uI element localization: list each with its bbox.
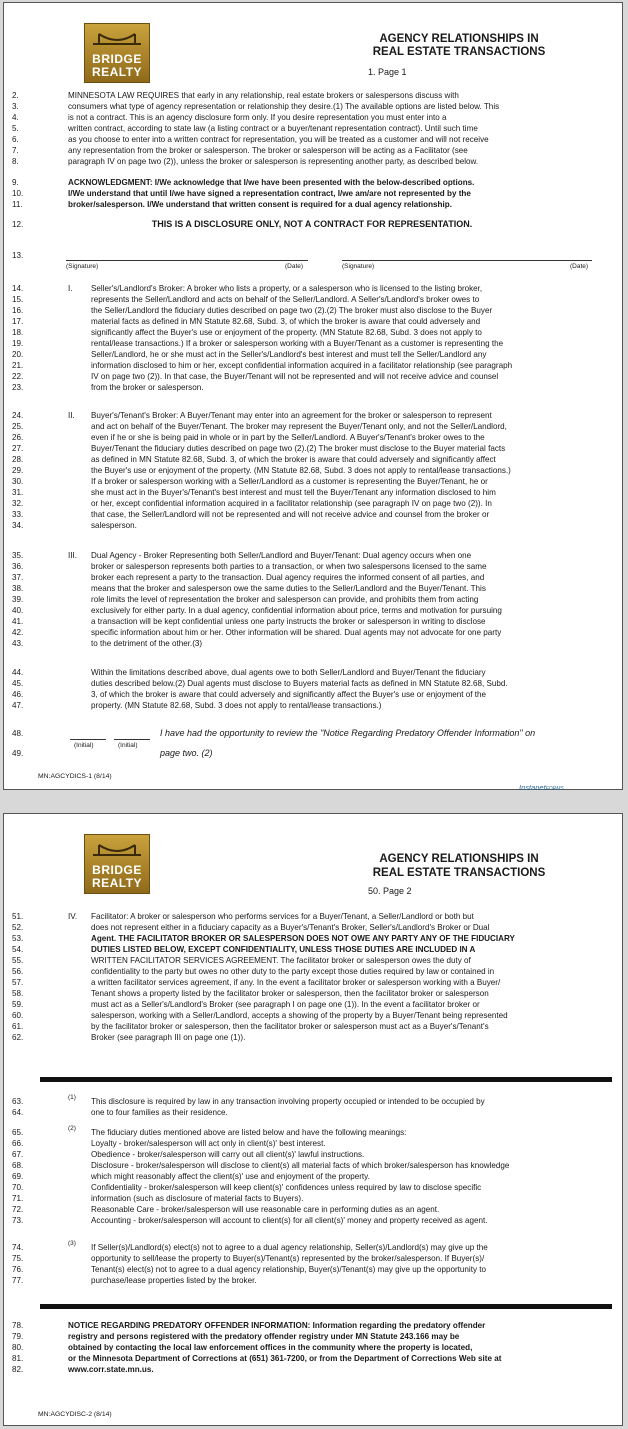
line-number: 6.	[12, 135, 19, 144]
line-text: Reasonable Care - broker/salesperson will use reasonable care in performing duties as an agent.	[91, 1205, 440, 1214]
text-line	[12, 1275, 612, 1286]
text-line	[12, 305, 612, 316]
bridge-icon	[91, 841, 143, 861]
line-number: 69.	[12, 1172, 24, 1181]
line-number: 42.	[12, 628, 24, 637]
line-number: 12.	[12, 220, 24, 229]
line-number: 19.	[12, 339, 24, 348]
document-page-2	[3, 813, 623, 1426]
line-text: Buyer's/Tenant's Broker: A Buyer/Tenant may enter into an agreement for the broker or salesperson to represent	[91, 411, 492, 420]
line-number: 36.	[12, 562, 24, 571]
line-text: broker or salesperson represents both parties to a transaction, or when two salespersons licensed to the same	[91, 562, 487, 571]
signature-line[interactable]	[70, 739, 106, 740]
line-text: DUTIES LISTED BELOW, EXCEPT CONFIDENTIALITY, UNLESS THOSE DUTIES ARE INCLUDED IN A	[91, 945, 476, 954]
line-text: Agent. THE FACILITATOR BROKER OR SALESPERSON DOES NOT OWE ANY PARTY ANY OF THE FIDUCIARY	[91, 934, 515, 943]
line-number: 71.	[12, 1194, 24, 1203]
text-line	[12, 219, 612, 230]
line-number: 82.	[12, 1365, 24, 1374]
line-text: to the detriment of the other.(3)	[91, 639, 203, 648]
line-text: MINNESOTA LAW REQUIRES that early in any relationship, real estate brokers or salespersons discuss with	[68, 91, 459, 100]
line-number: 9.	[12, 178, 19, 187]
text-line	[12, 638, 612, 649]
bridge-icon	[91, 30, 143, 50]
line-number: 72.	[12, 1205, 24, 1214]
line-text: information disclosed to him or her, except confidential information acquired in a facilitator relationship (see paragraph	[91, 361, 513, 370]
line-number: 32.	[12, 499, 24, 508]
text-line	[12, 410, 612, 421]
text-line	[12, 933, 612, 944]
line-text: one to four families as their residence.	[91, 1108, 228, 1117]
line-text: the Seller/Landlord the fiduciary duties described on page two (2).(2) The broker must also disclose to the Buyer	[91, 306, 493, 315]
text-line	[12, 678, 612, 689]
section-divider	[40, 1077, 612, 1082]
page-title-line-1: AGENCY RELATIONSHIPS IN	[379, 853, 539, 865]
text-line	[12, 1171, 612, 1182]
line-number: 23.	[12, 383, 24, 392]
logo-text-2: REALTY	[91, 876, 143, 890]
line-text: consumers what type of agency representation or relationship they desire.(1) The available options are listed below. This	[68, 102, 500, 111]
instanet-brand	[519, 783, 564, 792]
text-line	[12, 977, 612, 988]
line-text: If a broker or salesperson working with a Seller/Landlord as a customer is representing the Buyer/Tenant, he or	[91, 477, 488, 486]
line-text: does not represent either in a fiduciary capacity as a Buyer's/Tenant's Broker, Seller's/Landlord's Broker or Dual	[91, 923, 490, 932]
line-number: 11.	[12, 200, 23, 209]
brand-name: Instanet	[519, 783, 546, 792]
text-line	[12, 316, 612, 327]
text-line	[12, 999, 612, 1010]
text-line	[12, 188, 612, 199]
line-number: 65.	[12, 1128, 24, 1137]
line-number: 27.	[12, 444, 24, 453]
line-number: 14.	[12, 284, 24, 293]
line-text: or her, except confidential information acquired in a facilitator relationship (see paragraph IV on page two (2)). In	[91, 499, 492, 508]
line-text: page two. (2)	[160, 748, 213, 758]
line-text: the Buyer's use or enjoyment of the property. (MN Statute 82.68, Subd. 3 does not apply to rental/lease transactions.)	[91, 466, 511, 475]
line-text: Within the limitations described above, dual agents owe to both Seller/Landlord and Buyer/Tenant the fiduciary	[91, 668, 486, 677]
text-line	[12, 1331, 612, 1342]
line-text: role limits the level of representation the broker and salesperson can provide, and prohibits them from acting	[91, 595, 479, 604]
section-numeral: III.	[68, 551, 77, 560]
text-line	[12, 572, 612, 583]
text-line	[12, 955, 612, 966]
text-line	[12, 988, 612, 999]
line-number: 52.	[12, 923, 24, 932]
signature-label: (Signature)	[66, 263, 99, 270]
line-number: 37.	[12, 573, 24, 582]
line-text: exclusively for either party. In a dual agency, confidential information about price, terms and motivation for pursuing	[91, 606, 502, 615]
text-line	[12, 90, 612, 101]
line-text: This disclosure is required by law in any transaction involving property occupied or intended to be occupied by	[91, 1097, 485, 1106]
text-line	[12, 1138, 612, 1149]
text-line	[12, 454, 612, 465]
text-line	[12, 349, 612, 360]
line-text: NOTICE REGARDING PREDATORY OFFENDER INFORMATION: Information regarding the predatory offender	[68, 1321, 486, 1330]
text-line	[12, 294, 612, 305]
line-text: If Seller(s)/Landlord(s) elect(s) not to agree to a dual agency relationship, Seller(s)/Landlord(s) may give up the	[91, 1243, 488, 1252]
line-number: 48.	[12, 729, 24, 738]
line-number: 26.	[12, 433, 24, 442]
text-line	[12, 432, 612, 443]
page-number: 1. Page 1	[368, 67, 407, 77]
line-text: I have had the opportunity to review the "Notice Regarding Predatory Offender Information" on	[160, 728, 536, 738]
text-line	[12, 1253, 612, 1264]
line-number: 2.	[12, 91, 19, 100]
line-number: 47.	[12, 701, 24, 710]
line-text: IV on page two (2)). In that case, the Buyer/Tenant will not be represented and will not receive advice and counsel	[91, 372, 499, 381]
line-text: opportunity to sell/lease the property to Buyer(s)/Tenant(s) represented by the broker/salesperson. If Buyer(s)/	[91, 1254, 485, 1263]
line-number: 30.	[12, 477, 24, 486]
text-line	[12, 112, 612, 123]
text-line	[12, 1342, 612, 1353]
section-numeral: I.	[68, 284, 73, 293]
text-line	[12, 1032, 612, 1043]
signature-label: (Signature)	[342, 263, 375, 270]
text-line	[12, 627, 612, 638]
text-line	[12, 520, 612, 531]
line-text: Facilitator: A broker or salesperson who performs services for a Buyer/Tenant, a Seller/Landlord or both but	[91, 912, 474, 921]
text-line	[12, 911, 612, 922]
line-text: information (such as disclosure of material facts to Buyers).	[91, 1194, 304, 1203]
line-text: The fiduciary duties mentioned above are listed below and have the following meanings:	[91, 1128, 407, 1137]
line-number: 53.	[12, 934, 24, 943]
brand-suffix: FORMS	[545, 786, 564, 792]
line-number: 66.	[12, 1139, 24, 1148]
text-line	[12, 966, 612, 977]
line-number: 45.	[12, 679, 24, 688]
text-line	[12, 1160, 612, 1171]
text-line	[12, 616, 612, 627]
form-code: MN:AGCYDISC-2 (8/14)	[38, 1411, 112, 1418]
line-number: 63.	[12, 1097, 24, 1106]
line-number: 34.	[12, 521, 24, 530]
text-line	[12, 145, 612, 156]
line-text: Tenant(s) elect(s) not to agree to a dual agency relationship, Buyer(s)/Tenant(s) may give up the opportunity to	[91, 1265, 487, 1274]
line-number: 58.	[12, 989, 24, 998]
line-number: 40.	[12, 606, 24, 615]
line-number: 25.	[12, 422, 24, 431]
line-text: Loyalty - broker/salesperson will act only in client(s)' best interest.	[91, 1139, 326, 1148]
text-line	[12, 1127, 612, 1138]
initial-label: (Initial)	[118, 742, 138, 749]
line-number: 8.	[12, 157, 19, 166]
text-line	[12, 382, 612, 393]
text-line	[12, 101, 612, 112]
line-number: 67.	[12, 1150, 24, 1159]
footnote-marker: (3)	[68, 1240, 76, 1247]
line-text: a written facilitator services agreement, if any. In the event a facilitator broker or salesperson working with a Buyer/	[91, 978, 501, 987]
text-line	[12, 465, 612, 476]
section-divider	[40, 1304, 612, 1309]
line-text: by the facilitator broker or salesperson, then the facilitator broker or salesperson must act as a Buyer's/Tenant's	[91, 1022, 489, 1031]
line-number: 16.	[12, 306, 24, 315]
line-text: WRITTEN FACILITATOR SERVICES AGREEMENT. The facilitator broker or salesperson owes the duty of	[91, 956, 471, 965]
line-number: 28.	[12, 455, 24, 464]
line-number: 33.	[12, 510, 24, 519]
line-text: which might reasonably affect the client(s)' use and enjoyment of the property.	[91, 1172, 370, 1181]
page-title-line-2: REAL ESTATE TRANSACTIONS	[372, 46, 546, 58]
text-line	[12, 487, 612, 498]
line-number: 55.	[12, 956, 24, 965]
line-number: 79.	[12, 1332, 24, 1341]
text-line	[12, 1320, 612, 1331]
line-number: 61.	[12, 1022, 24, 1031]
text-line	[12, 594, 612, 605]
text-line	[12, 134, 612, 145]
text-line	[12, 421, 612, 432]
line-text: I/We understand that until I/we have signed a representation contract, I/we am/are not represented by the	[68, 189, 471, 198]
line-text: Confidentiality - broker/salesperson will keep client(s)' confidences unless required by law to disclose specific	[91, 1183, 482, 1192]
line-text: Buyer/Tenant the fiduciary duties described on page two (2).(2) The broker must disclose to the Buyer material facts	[91, 444, 506, 453]
line-text: she must act in the Buyer's/Tenant's best interest and must tell the Buyer/Tenant any information disclosed to him	[91, 488, 496, 497]
line-text: www.corr.state.mn.us.	[68, 1365, 154, 1374]
logo-text-1: BRIDGE	[92, 863, 142, 877]
line-text: Accounting - broker/salesperson will account to client(s) for all client(s)' money and property received as agent.	[91, 1216, 488, 1225]
line-number: 54.	[12, 945, 24, 954]
text-line	[12, 1204, 612, 1215]
text-line	[12, 1353, 612, 1364]
footnote-marker: (2)	[68, 1125, 76, 1132]
line-number: 13.	[12, 251, 24, 260]
line-text: even if he or she is being paid in whole or in part by the Seller/Landlord. A Buyer's/Tenant's broker owes to the	[91, 433, 485, 442]
text-line	[12, 605, 612, 616]
line-number: 78.	[12, 1321, 24, 1330]
signature-line[interactable]	[342, 260, 592, 261]
signature-line[interactable]	[66, 260, 308, 261]
line-text: Dual Agency - Broker Representing both Seller/Landlord and Buyer/Tenant: Dual agency occurs when one	[91, 551, 472, 560]
line-number: 44.	[12, 668, 24, 677]
line-text: Tenant shows a property listed by the facilitator broker or salesperson, then the facilitator broker or salesperson	[91, 989, 489, 998]
line-number: 43.	[12, 639, 24, 648]
text-line	[12, 1096, 612, 1107]
line-text: a transaction will be kept confidential unless one party instructs the broker or salesperson in writing to disclose	[91, 617, 486, 626]
line-number: 74.	[12, 1243, 24, 1252]
line-text: registry and persons registered with the predatory offender registry under MN Statute 243.166 may be	[68, 1332, 460, 1341]
line-number: 21.	[12, 361, 24, 370]
line-text: as defined in MN Statute 82.68, Subd. 3, of which the broker is aware that could adversely and significantly affect	[91, 455, 496, 464]
line-text: Seller/Landlord, he or she must act in the Seller's/Landlord's best interest and must tell the Seller/Landlord any	[91, 350, 487, 359]
line-number: 38.	[12, 584, 24, 593]
line-number: 76.	[12, 1265, 24, 1274]
line-number: 75.	[12, 1254, 24, 1263]
line-number: 18.	[12, 328, 24, 337]
text-line	[12, 123, 612, 134]
line-number: 81.	[12, 1354, 24, 1363]
line-number: 7.	[12, 146, 19, 155]
bridge-realty-logo	[84, 834, 150, 894]
line-text: rental/lease transactions.) If a broker or salesperson working with a Buyer/Tenant as a customer is representing the	[91, 339, 504, 348]
line-number: 59.	[12, 1000, 24, 1009]
line-number: 60.	[12, 1011, 24, 1020]
line-number: 49.	[12, 749, 24, 758]
line-text: written contract, according to state law (a listing contract or a buyer/tenant representation contract). Until such time	[68, 124, 478, 133]
line-text: Seller's/Landlord's Broker: A broker who lists a property, or a salesperson who is licensed to the listing broker,	[91, 284, 483, 293]
line-text: confidentiality to the party but owes no other duty to the party except those duties required by law or contained in	[91, 967, 495, 976]
line-number: 56.	[12, 967, 24, 976]
text-line	[12, 476, 612, 487]
line-number: 80.	[12, 1343, 24, 1352]
line-number: 24.	[12, 411, 24, 420]
page-number: 50. Page 2	[368, 886, 412, 896]
form-code: MN:AGCYDICS-1 (8/14)	[38, 773, 112, 780]
line-number: 46.	[12, 690, 24, 699]
line-text: 3, of which the broker is aware that could adversely and significantly affect the Buyer's use or enjoyment of the	[91, 690, 487, 699]
text-line	[12, 156, 612, 167]
line-text: is not a contract. This is an agency disclosure form only. If you desire representation you must enter into a	[68, 113, 447, 122]
line-number: 70.	[12, 1183, 24, 1192]
logo-text-1: BRIDGE	[92, 52, 142, 66]
line-number: 22.	[12, 372, 24, 381]
line-text: ACKNOWLEDGMENT: I/We acknowledge that I/we have been presented with the below-described options.	[68, 178, 475, 187]
line-text: Disclosure - broker/salesperson will disclose to client(s) all material facts of which broker/salesperson has knowledge	[91, 1161, 510, 1170]
line-text: broker/salesperson. I/We understand that written consent is required for a dual agency relationship.	[68, 200, 452, 209]
line-number: 77.	[12, 1276, 24, 1285]
text-line	[12, 360, 612, 371]
line-text: from the broker or salesperson.	[91, 383, 204, 392]
line-text: and act on behalf of the Buyer/Tenant. The broker may represent the Buyer/Tenant only, and not the Seller/Landlord,	[91, 422, 507, 431]
line-text: paragraph IV on page two (2)), unless the broker or salesperson is representing another party, as described below.	[68, 157, 479, 166]
text-line	[12, 561, 612, 572]
line-number: 10.	[12, 189, 24, 198]
text-line	[12, 1149, 612, 1160]
text-line	[12, 1364, 612, 1375]
line-text: salesperson.	[91, 521, 137, 530]
text-line	[12, 177, 612, 188]
text-line	[12, 1010, 612, 1021]
line-text: means that the broker and salesperson owe the same duties to the Seller/Landlord and the Buyer/Tenant. This	[91, 584, 486, 593]
line-number: 3.	[12, 102, 19, 111]
initial-label: (Initial)	[74, 742, 94, 749]
line-text: significantly affect the Buyer's use or enjoyment of the property. (MN Statute 82.68, Subd. 3 does not apply to	[91, 328, 482, 337]
line-number: 15.	[12, 295, 24, 304]
text-line	[12, 550, 612, 561]
line-text: must act as a Seller's/Landlord's Broker (see paragraph I on page one (1)). In the event a facilitator broker or	[91, 1000, 480, 1009]
text-line	[12, 700, 612, 711]
line-number: 4.	[12, 113, 19, 122]
text-line	[12, 498, 612, 509]
line-number: 68.	[12, 1161, 24, 1170]
logo-text-2: REALTY	[91, 65, 143, 79]
line-number: 73.	[12, 1216, 24, 1225]
line-number: 39.	[12, 595, 24, 604]
line-text: purchase/lease properties listed by the broker.	[91, 1276, 257, 1285]
line-text: any representation from the broker or salesperson. The broker or salesperson will be acting as a Facilitator (see	[68, 146, 468, 155]
text-line	[12, 1021, 612, 1032]
line-text: represents the Seller/Landlord and acts on behalf of the Seller/Landlord. A Seller's/Landlord's broker owes to	[91, 295, 480, 304]
line-text: material facts as defined in MN Statute 82.68, Subd. 3, of which the broker is aware that could adversely and	[91, 317, 481, 326]
line-text: Broker (see paragraph III on page one (1)).	[91, 1033, 246, 1042]
line-number: 31.	[12, 488, 24, 497]
line-number: 17.	[12, 317, 24, 326]
text-line	[12, 443, 612, 454]
line-number: 35.	[12, 551, 24, 560]
line-text: broker each represent a party to the transaction. Dual agency requires the informed consent of all parties, and	[91, 573, 485, 582]
text-line	[12, 728, 612, 739]
text-line	[12, 583, 612, 594]
text-line	[12, 199, 612, 210]
text-line	[12, 338, 612, 349]
date-label: (Date)	[570, 263, 589, 270]
line-text: property. (MN Statute 82.68, Subd. 3 does not apply to rental/lease transactions.)	[91, 701, 382, 710]
line-number: 41.	[12, 617, 24, 626]
text-line	[12, 283, 612, 294]
line-text: as you choose to enter into a written contract for representation, you will be treated as a customer and will not receive	[68, 135, 489, 144]
page-title-line-1: AGENCY RELATIONSHIPS IN	[379, 33, 539, 45]
line-text: specific information about him or her. Other information will be shared. Dual agents may not advocate for one party	[91, 628, 502, 637]
line-number: 29.	[12, 466, 24, 475]
line-number: 57.	[12, 978, 24, 987]
section-numeral: IV.	[68, 912, 78, 921]
document-page-1	[3, 2, 623, 790]
line-number: 64.	[12, 1108, 24, 1117]
text-line	[12, 1215, 612, 1226]
bridge-realty-logo	[84, 23, 150, 83]
line-number: 5.	[12, 124, 19, 133]
line-text: duties described below.(2) Dual agents must disclose to Buyers material facts as defined in MN Statute 82.68, Subd.	[91, 679, 508, 688]
line-text: obtained by contacting the local law enforcement offices in the community where the property is located,	[68, 1343, 473, 1352]
text-line	[12, 944, 612, 955]
line-number: 20.	[12, 350, 24, 359]
text-line	[12, 689, 612, 700]
text-line	[12, 371, 612, 382]
text-line	[12, 1264, 612, 1275]
text-line	[12, 1193, 612, 1204]
text-line	[12, 922, 612, 933]
text-line	[12, 1107, 612, 1118]
date-label: (Date)	[285, 263, 304, 270]
footnote-marker: (1)	[68, 1094, 76, 1101]
section-numeral: II.	[68, 411, 75, 420]
text-line	[12, 327, 612, 338]
line-text: Obedience - broker/salesperson will carry out all client(s)' lawful instructions.	[91, 1150, 365, 1159]
line-text: or the Minnesota Department of Corrections at (651) 361-7200, or from the Department of Corrections Web site at	[68, 1354, 502, 1363]
line-number: 51.	[12, 912, 24, 921]
line-text: salesperson, working with a Seller/Landlord, accepts a showing of the property by a Buyer/Tenant being represented	[91, 1011, 508, 1020]
page-title-line-2: REAL ESTATE TRANSACTIONS	[372, 867, 546, 879]
text-line	[12, 509, 612, 520]
text-line	[12, 1182, 612, 1193]
line-number: 62.	[12, 1033, 24, 1042]
line-text: THIS IS A DISCLOSURE ONLY, NOT A CONTRACT FOR REPRESENTATION.	[151, 219, 473, 229]
signature-line[interactable]	[114, 739, 150, 740]
text-line	[12, 748, 612, 759]
text-line	[12, 1242, 612, 1253]
line-text: that case, the Seller/Landlord will not be represented and will not receive advice and counsel from the broker or	[91, 510, 490, 519]
text-line	[12, 667, 612, 678]
